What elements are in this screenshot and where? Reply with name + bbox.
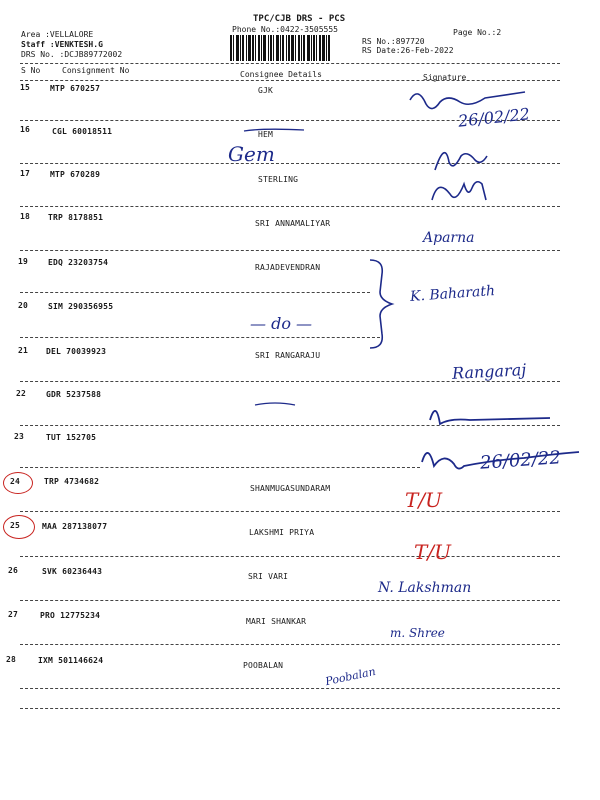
row-sno: 18 xyxy=(20,212,31,221)
row-sno: 26 xyxy=(8,566,19,575)
row-consignment: DEL 70039923 xyxy=(46,347,107,356)
handwritten-ditto: — do — xyxy=(250,314,313,333)
row-consignee: GJK xyxy=(258,86,274,95)
row-sno: 22 xyxy=(16,389,27,398)
rs-date: RS Date:26-Feb-2022 xyxy=(362,46,454,55)
row-consignment: IXM 501146624 xyxy=(38,656,104,665)
row-consignment: GDR 5237588 xyxy=(46,390,102,399)
row-sno: 27 xyxy=(8,610,19,619)
handwritten-tu-row24: T/U xyxy=(405,488,442,512)
row-consignment: SVK 60236443 xyxy=(42,567,103,576)
handwritten-rangaraj: Rangaraj xyxy=(451,360,527,383)
handwritten-date-bottom: 26/02/22 xyxy=(479,447,562,474)
handwritten-tu-row25: T/U xyxy=(414,540,451,564)
row-consignee: SRI RANGARAJU xyxy=(255,351,321,360)
column-header-consignee: Consignee Details xyxy=(240,70,322,79)
rs-number: RS No.:897720 xyxy=(362,37,425,46)
handwritten-n-lakshman: N. Lakshman xyxy=(378,580,472,596)
row-sno: 19 xyxy=(18,257,29,266)
row-consignee: MARI SHANKAR xyxy=(246,617,307,626)
row-sno: 20 xyxy=(18,301,29,310)
document-title: TPC/CJB DRS - PCS xyxy=(253,14,346,24)
handwritten-gem: Gem xyxy=(228,142,275,166)
row-sno: 21 xyxy=(18,346,29,355)
row-consignee: LAKSHMI PRIYA xyxy=(249,528,315,537)
row-consignee: SRI ANNAMALIYAR xyxy=(255,219,331,228)
handwritten-k-baharath: K. Baharath xyxy=(409,283,496,305)
row-consignment: MTP 670289 xyxy=(50,170,101,179)
column-header-s-no: S No xyxy=(21,66,41,75)
row-consignee: HEM xyxy=(258,130,274,139)
row-sno: 28 xyxy=(6,655,17,664)
row-sno: 25 xyxy=(10,521,21,530)
row-consignee: POOBALAN xyxy=(243,661,284,670)
phone-number: Phone No.:0422-3505555 xyxy=(232,25,338,34)
row-sno: 17 xyxy=(20,169,31,178)
staff-label: Staff :VENKTESH.G xyxy=(21,40,103,49)
row-consignment: PRO 12775234 xyxy=(40,611,101,620)
row-consignee: SHANMUGASUNDARAM xyxy=(250,484,331,493)
row-consignment: SIM 290356955 xyxy=(48,302,114,311)
row-consignee: STERLING xyxy=(258,175,299,184)
handwritten-m-shree: m. Shree xyxy=(390,626,445,640)
row-consignment: TRP 4734682 xyxy=(44,477,100,486)
row-consignment: MTP 670257 xyxy=(50,84,101,93)
column-header-signature: Signature xyxy=(423,73,467,82)
area-label: Area :VELLALORE xyxy=(21,30,94,39)
row-sno: 24 xyxy=(10,477,21,486)
page-number: Page No.:2 xyxy=(453,28,502,37)
row-consignment: TRP 8178851 xyxy=(48,213,104,222)
handwritten-aparna: Aparna xyxy=(423,230,475,246)
row-consignment: TUT 152705 xyxy=(46,433,97,442)
row-consignment: EDQ 23203754 xyxy=(48,258,109,267)
row-consignment: CGL 60018511 xyxy=(52,127,113,136)
column-header-consignment: Consignment No xyxy=(62,66,130,75)
row-consignee: RAJADEVENDRAN xyxy=(255,263,321,272)
handwritten-poobalan: Poobalan xyxy=(324,664,377,689)
row-sno: 16 xyxy=(20,125,31,134)
row-sno: 15 xyxy=(20,83,31,92)
row-consignee: SRI VARI xyxy=(248,572,289,581)
row-consignment: MAA 287138077 xyxy=(42,522,108,531)
drs-number: DRS No. :DCJB89772002 xyxy=(21,50,123,59)
row-sno: 23 xyxy=(14,432,25,441)
handwritten-date-top: 26/02/22 xyxy=(457,104,531,131)
